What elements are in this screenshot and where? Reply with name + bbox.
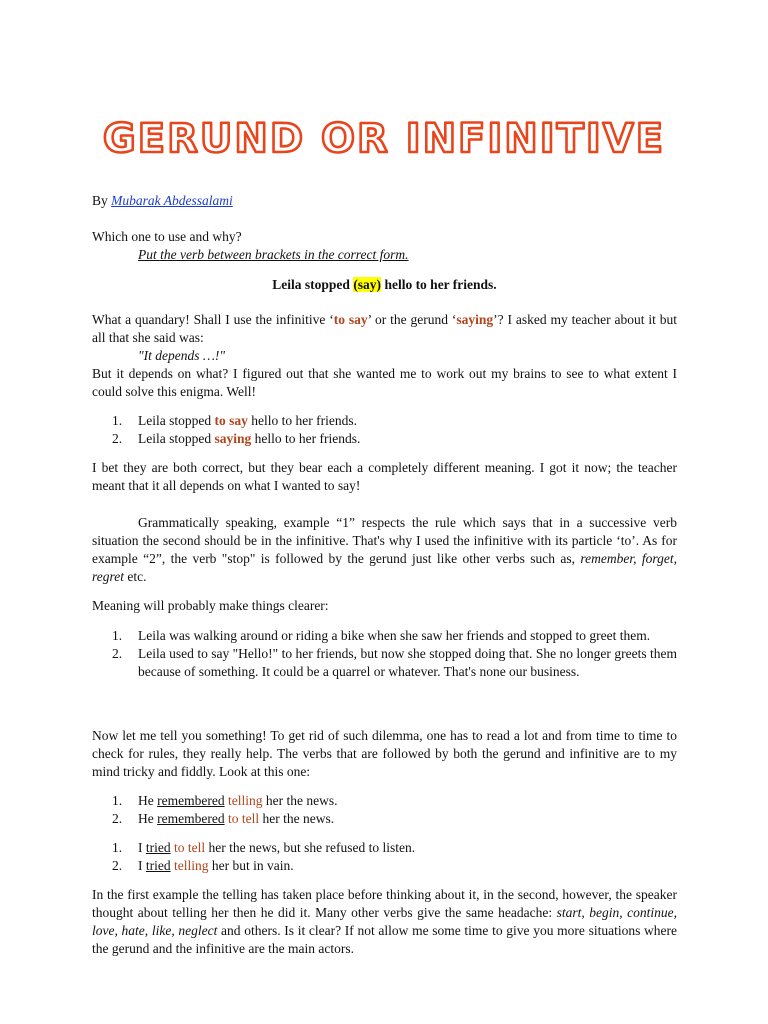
highlighted-verb: (say) — [353, 277, 382, 292]
infinitive-term: to say — [333, 312, 368, 327]
list-item — [92, 810, 677, 828]
para4-text-c: etc. — [124, 569, 147, 584]
paragraph-dilemma: Now let me tell you something! To get rid of such dilemma, one has to read a lot and from time to time to check for rules, they really help. The verbs that are followed by both the gerund and infinitive are to my mind tricky and fiddly. Look at this one: — [92, 728, 677, 779]
paragraph-quandary — [92, 311, 677, 347]
paragraph-meaning: Meaning will probably make things clearer: — [92, 598, 329, 613]
para7-text-c: and others. Is it clear? If not allow me some time to give you more situations where the gerund and the infinitive are the main actors. — [92, 923, 677, 956]
list-item — [92, 430, 677, 448]
list-text: her the news, but she refused to listen. — [205, 840, 416, 855]
meaning-list — [92, 627, 677, 681]
highlighted-verb: to tell — [174, 840, 206, 855]
list-number: 2. — [112, 858, 123, 873]
list-item — [92, 627, 677, 645]
list-text: He — [138, 811, 158, 826]
example-sentence — [92, 276, 677, 294]
list-number: 2. — [112, 431, 123, 446]
title-text: GERUND OR INFINITIVE — [102, 116, 666, 162]
verb-examples: remember, forget, regret — [92, 551, 677, 584]
remember-examples — [92, 792, 677, 828]
highlighted-verb: to tell — [227, 811, 260, 826]
highlighted-verb: telling — [227, 793, 263, 808]
intro-question: Which one to use and why? — [92, 229, 242, 244]
underlined-verb: tried — [145, 858, 171, 873]
byline-prefix: By — [92, 193, 112, 208]
author-link[interactable]: Mubarak Abdessalami — [111, 193, 233, 208]
list-number: 2. — [112, 646, 123, 661]
underlined-verb: tried — [145, 840, 171, 855]
list-item — [92, 645, 677, 681]
list-text: hello to her friends. — [247, 413, 357, 428]
try-examples — [92, 839, 677, 875]
verb-examples: start, begin, continue, love, hate, like, neglect — [92, 905, 677, 938]
list-item — [92, 857, 677, 875]
list-text: I — [138, 858, 146, 873]
list-text: Leila stopped — [138, 431, 215, 446]
para1-text-a: What a quandary! Shall I use the infinitive ‘ — [92, 312, 334, 327]
list-text: Leila was walking around or riding a bike when she saw her friends and stopped to greet them. — [138, 628, 651, 643]
underlined-verb: remembered — [157, 793, 225, 808]
list-text: hello to her friends. — [251, 431, 361, 446]
teacher-quote: "It depends …!" — [138, 348, 226, 363]
list-text: her the news. — [259, 811, 335, 826]
list-number: 1. — [112, 628, 123, 643]
para4-text-a: Grammatically speaking, example “1” respects the rule which says that in a successive verb situation the second should be in the infinitive. That's why I used the infinitive with its particle ‘to’. As for example “2”, the verb "stop" is followed by the gerund just like other verbs such as, — [92, 515, 677, 566]
example-list-1 — [92, 412, 677, 448]
gerund-term: saying — [456, 312, 494, 327]
list-number: 1. — [112, 840, 123, 855]
para7-text-a: In the first example the telling has taken place before thinking about it, in the second, however, the speaker thought about telling her then he did it. Many other verbs give the same headache: — [92, 887, 677, 920]
highlighted-verb: to say — [214, 413, 248, 428]
highlighted-verb: telling — [174, 858, 209, 873]
document-title — [0, 108, 768, 164]
paragraph-both-correct: I bet they are both correct, but they bear each a completely different meaning. I got it now; the teacher meant that it all depends on what I wanted to say! — [92, 460, 677, 493]
list-text: I — [138, 840, 146, 855]
underlined-verb: remembered — [157, 811, 225, 826]
list-text: her but in vain. — [208, 858, 294, 873]
para1-text-c: ’ or the gerund ‘ — [367, 312, 457, 327]
example-sentence-start: Leila stopped — [272, 277, 354, 292]
list-item — [92, 412, 677, 430]
list-text: Leila used to say "Hello!" to her friends, but now she stopped doing that. She no longer greets them because of something. It could be a quarrel or whatever. That's none our business. — [138, 646, 677, 679]
title-wordart — [102, 108, 666, 164]
paragraph-enigma: But it depends on what? I figured out that she wanted me to work out my brains to see to what extent I could solve this enigma. Well! — [92, 366, 677, 399]
para1-text-e: ’? I asked my teacher about it but all that she said was: — [92, 312, 677, 345]
instruction-text: Put the verb between brackets in the correct form. — [138, 247, 409, 262]
list-item — [92, 792, 677, 810]
example-sentence-end: hello to her friends. — [381, 277, 497, 292]
list-number: 1. — [112, 793, 123, 808]
list-number: 1. — [112, 413, 123, 428]
list-text: her the news. — [262, 793, 338, 808]
highlighted-verb: saying — [214, 431, 252, 446]
list-text: Leila stopped — [138, 413, 215, 428]
list-item — [92, 839, 677, 857]
list-text: He — [138, 793, 158, 808]
byline — [92, 192, 677, 210]
list-number: 2. — [112, 811, 123, 826]
paragraph-grammar-rule — [92, 514, 677, 586]
paragraph-conclusion — [92, 886, 677, 958]
